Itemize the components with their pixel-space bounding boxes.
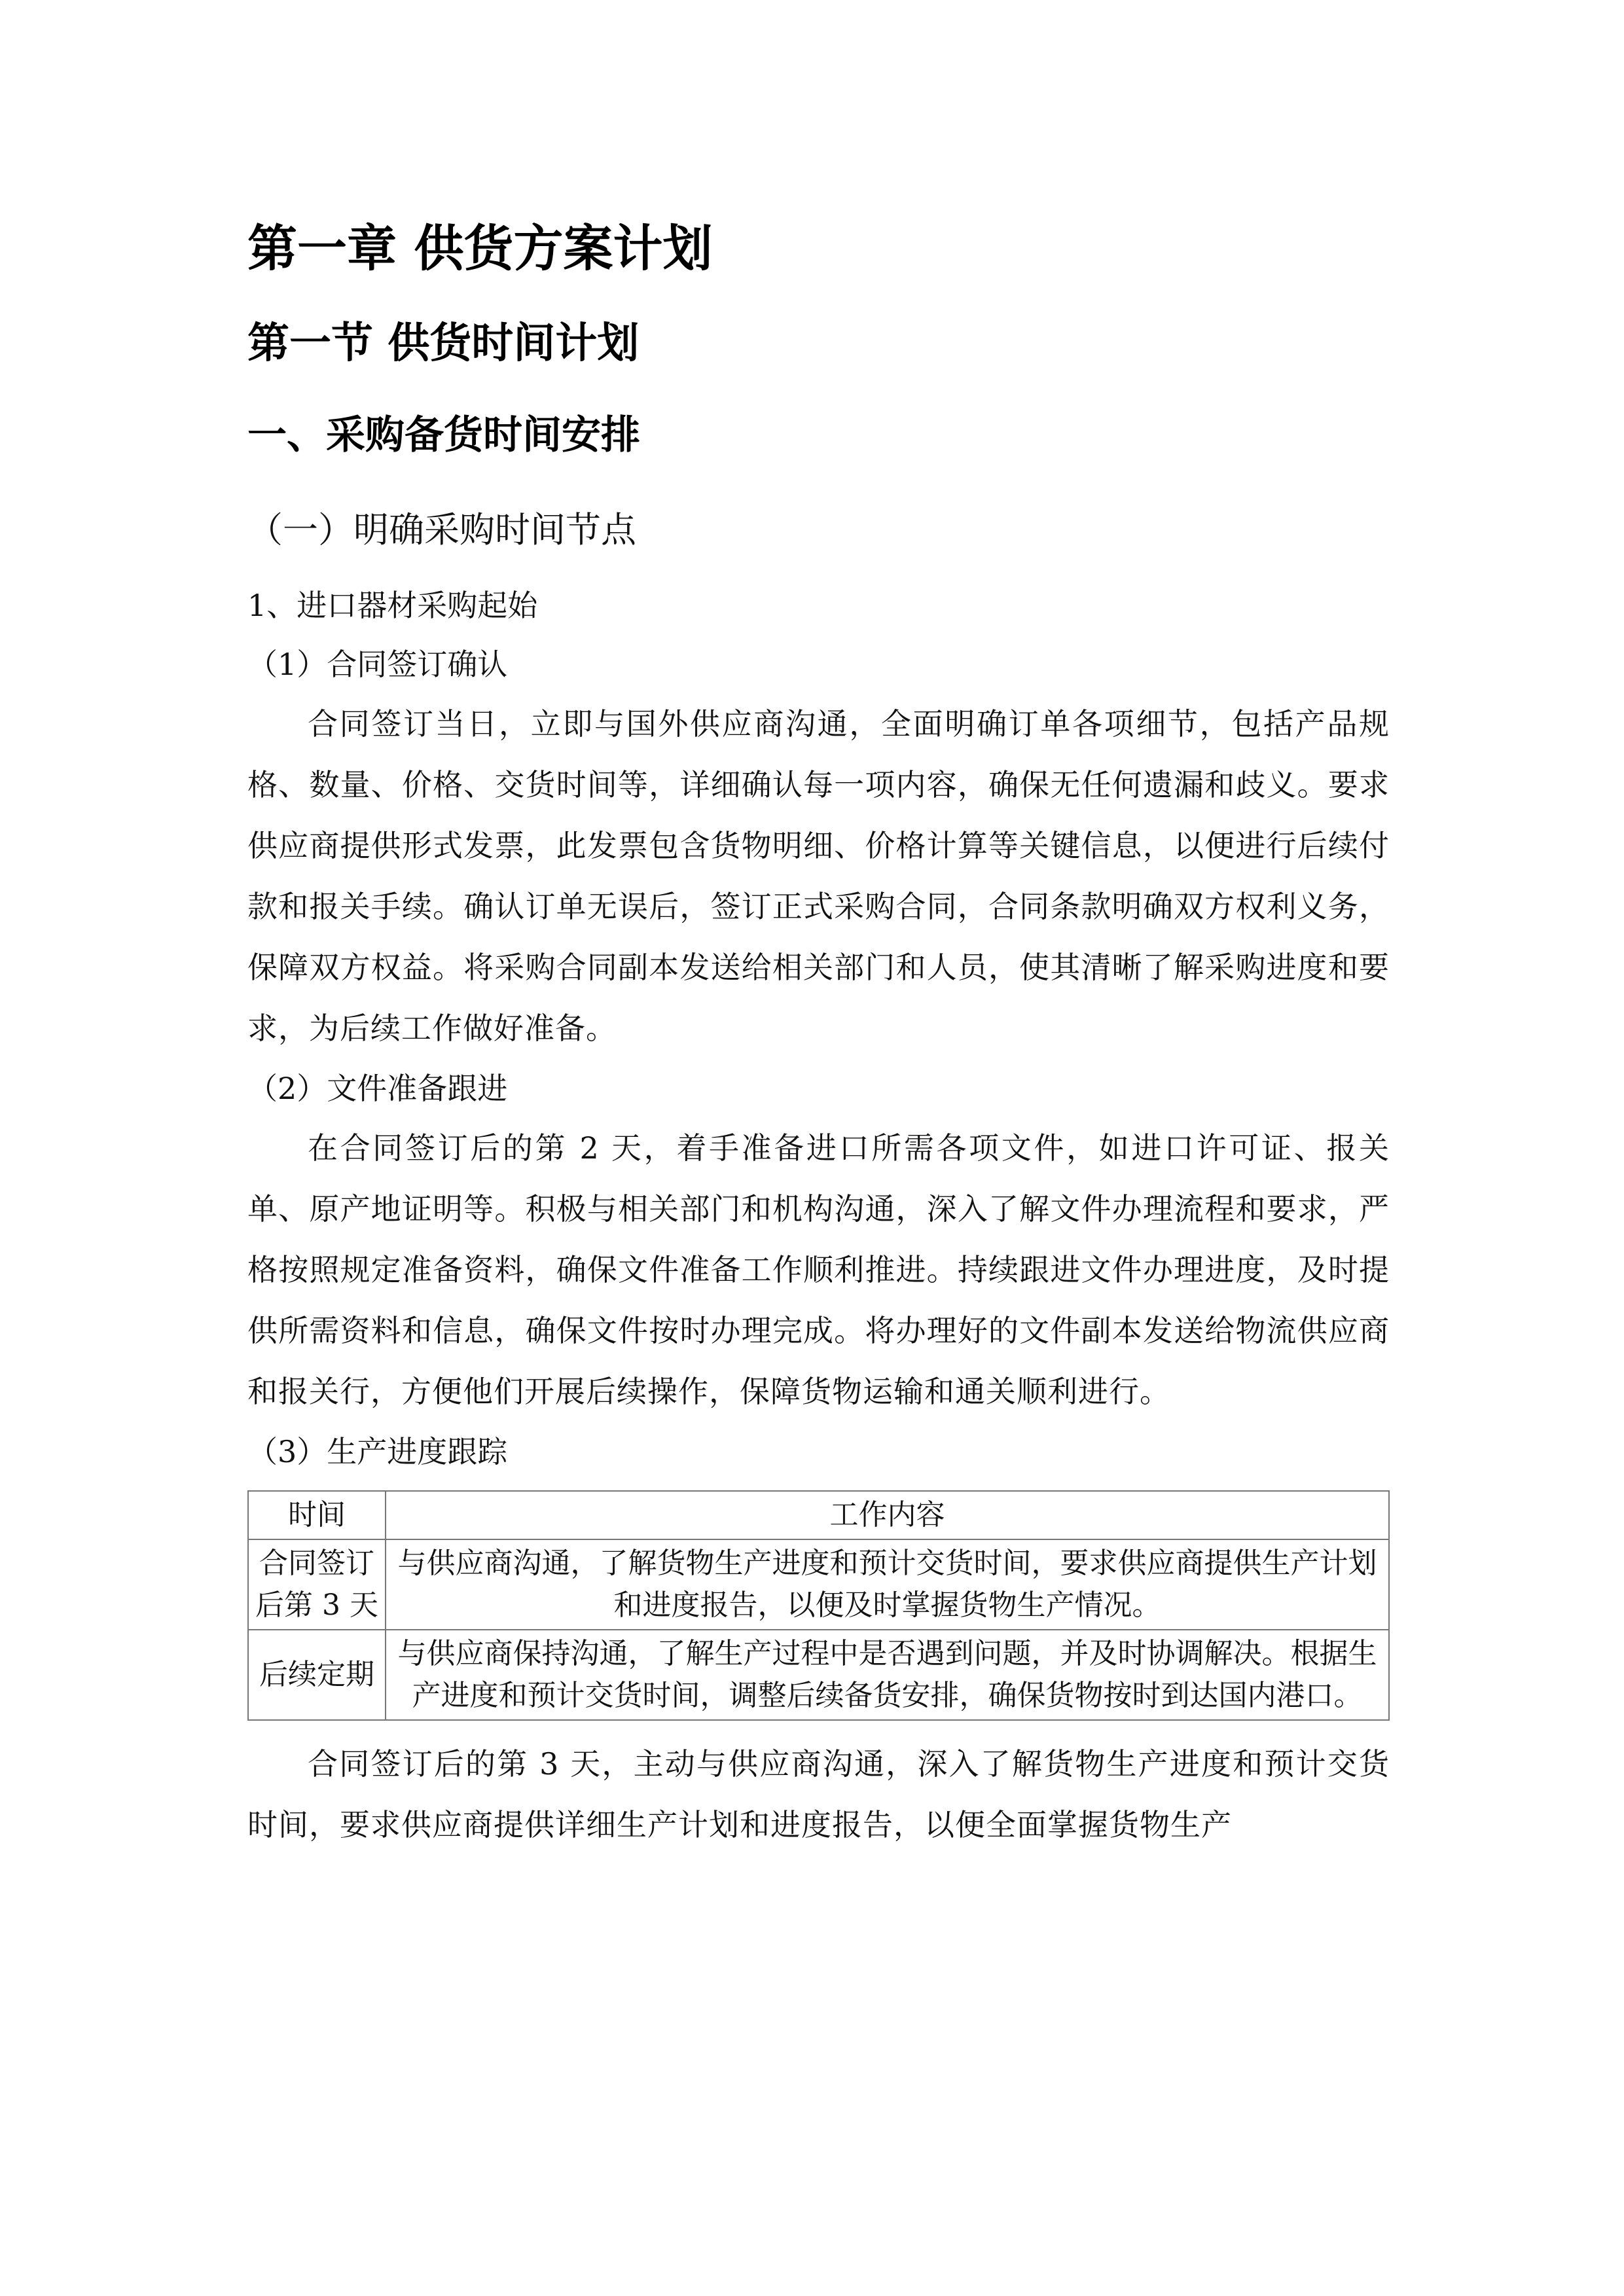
document-page xyxy=(247,209,1390,1856)
paragraph-production: 合同签订后的第 3 天，主动与供应商沟通，深入了解货物生产进度和预计交货时间，要求供应商提供详细生产计划和进度报告，以便全面掌握货物生产 xyxy=(247,1746,1390,1842)
chapter-title: 第一章 供货方案计划 xyxy=(247,219,713,278)
schedule-table xyxy=(247,1490,1390,1721)
sub-heading-contract: （1）合同签订确认 xyxy=(247,647,508,682)
section-title: 第一节 供货时间计划 xyxy=(247,319,640,368)
table-cell-time: 后续定期 xyxy=(248,1630,386,1720)
sub-heading-production: （3）生产进度跟踪 xyxy=(247,1434,508,1469)
paragraph-contract: 合同签订当日，立即与国外供应商沟通，全面明确订单各项细节，包括产品规格、数量、价格、交货时间等，详细确认每一项内容，确保无任何遗漏和歧义。要求供应商提供形式发票，此发票包含货物明细、价格计算等关键信息，以便进行后续付款和报关手续。确认订单无误后，签订正式采购合同，合同条款明确双方权利义务，保障双方权益。将采购合同副本发送给相关部门和人员，使其清晰了解采购进度和要求，为后续工作做好准备。 xyxy=(247,706,1390,1046)
paragraph-documents: 在合同签订后的第 2 天，着手准备进口所需各项文件，如进口许可证、报关单、原产地证明等。积极与相关部门和机构沟通，深入了解文件办理流程和要求，严格按照规定准备资料，确保文件准备工作顺利推进。持续跟进文件办理进度，及时提供所需资料和信息，确保文件按时办理完成。将办理好的文件副本发送给物流供应商和报关行，方便他们开展后续操作，保障货物运输和通关顺利进行。 xyxy=(247,1130,1390,1409)
table-cell-content: 与供应商保持沟通，了解生产过程中是否遇到问题，并及时协调解决。根据生产进度和预计交货时间，调整后续备货安排，确保货物按时到达国内港口。 xyxy=(386,1630,1389,1720)
table-header-time: 时间 xyxy=(248,1491,386,1539)
table-row xyxy=(248,1539,1389,1630)
table-header-content: 工作内容 xyxy=(386,1491,1389,1539)
subsection-title: 一、采购备货时间安排 xyxy=(247,412,640,458)
table-cell-content: 与供应商沟通，了解货物生产进度和预计交货时间，要求供应商提供生产计划和进度报告，以便及时掌握货物生产情况。 xyxy=(386,1539,1389,1630)
part-title: （一）明确采购时间节点 xyxy=(247,509,636,550)
sub-heading-documents: （2）文件准备跟进 xyxy=(247,1071,508,1106)
table-header-row xyxy=(248,1491,1389,1539)
table-row xyxy=(248,1630,1389,1720)
table-cell-time: 合同签订后第 3 天 xyxy=(248,1539,386,1630)
item-title: 1、进口器材采购起始 xyxy=(247,588,538,623)
